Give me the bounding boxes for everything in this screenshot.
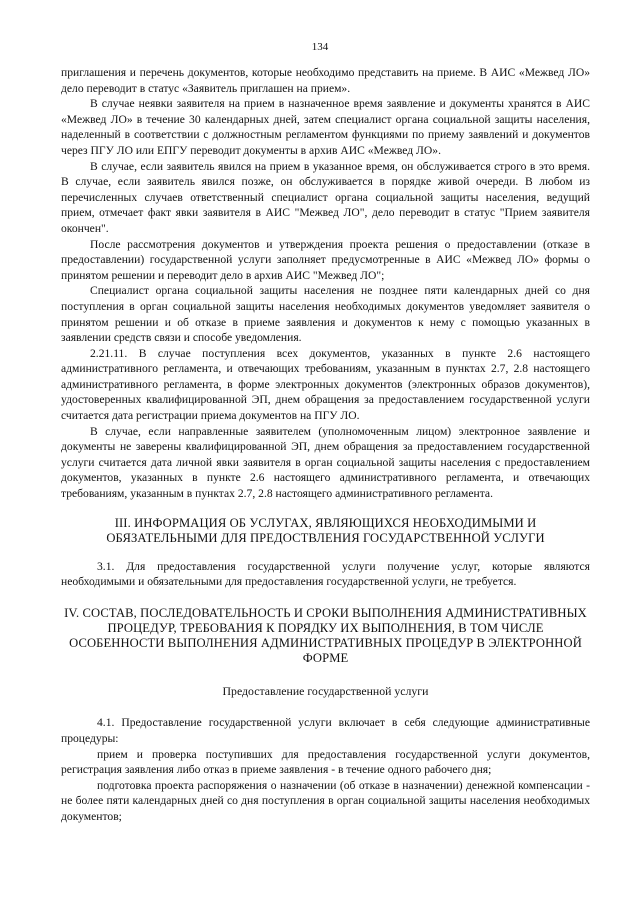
- paragraph: Специалист органа социальной защиты населения не позднее пяти календарных дней со дня поступления в орган социальной защиты населения необходимых документов уведомляет заявителя о принятом решении и об отказе в приеме заявления и документов к нему с помощью указанных в заявлении средств связи и способе уведомления.: [61, 284, 590, 345]
- section-3-heading: III. ИНФОРМАЦИЯ ОБ УСЛУГАХ, ЯВЛЯЮЩИХСЯ НЕОБХОДИМЫМИ И ОБЯЗАТЕЛЬНЫМИ ДЛЯ ПРЕДОСТВЛЕНИЯ ГОСУДАРСТВЕННОЙ УСЛУГИ: [106, 515, 545, 545]
- page-number: 134: [311, 41, 329, 53]
- paragraph: После рассмотрения документов и утверждения проекта решения о предоставлении (отказе в предоставлении) государственной услуги заполняет предусмотренные в АИС «Межвед ЛО» формы о принятом решении и переводит дело в архив АИС "Межвед ЛО";: [61, 237, 590, 282]
- paragraph-3-1: 3.1. Для предоставления государственной услуги получение услуг, которые являются необходимыми и обязательными для предоставления государственной услуги, не требуется.: [61, 559, 590, 589]
- paragraph: В случае, если направленные заявителем (уполномоченным лицом) электронное заявление и документы не заверены квалифицированной ЭП, днем обращения за предоставлением государственной услуги считается дата личной явки заявителя в орган социальной защиты населения с предоставлением документов, указанных в пункте 2.6 настоящего административного регламента, и отвечающих требованиям, указанным в пунктах 2.7, 2.8 настоящего административного регламента.: [61, 424, 590, 501]
- document-body: [61, 65, 590, 825]
- paragraph: приглашения и перечень документов, которые необходимо представить на приеме. В АИС «Межвед ЛО» дело переводит в статус «Заявитель приглашен на прием».: [61, 66, 590, 95]
- paragraph: В случае неявки заявителя на прием в назначенное время заявление и документы хранятся в АИС «Межвед ЛО» в течение 30 календарных дней, затем специалист органа социальной защиты населения, наделенный в соответствии с должностным регламентом функциями по приему заявлений и документов через ПГУ ЛО или ЕПГУ переводит документы в архив АИС «Межвед ЛО».: [61, 97, 590, 157]
- section-4-heading: IV. СОСТАВ, ПОСЛЕДОВАТЕЛЬНОСТЬ И СРОКИ ВЫПОЛНЕНИЯ АДМИНИСТРАТИВНЫХ ПРОЦЕДУР, ТРЕБОВАНИЯ К ПОРЯДКУ ИХ ВЫПОЛНЕНИЯ, В ТОМ ЧИСЛЕ ОСОБЕННОСТИ ВЫПОЛНЕНИЯ АДМИНИСТРАТИВНЫХ ПРОЦЕДУР В ЭЛЕКТРОННОЙ ФОРМЕ: [64, 605, 587, 665]
- paragraph: В случае, если заявитель явился на прием в указанное время, он обслуживается строго в это время. В случае, если заявитель явился позже, он обслуживается в порядке живой очереди. В любом из перечисленных случаев ответственный специалист органа социальной защиты населения, ведущий прием, отмечает факт явки заявителя в АИС "Межвед ЛО", дело переводит в статус "Прием заявителя окончен".: [61, 159, 590, 235]
- paragraph-4-1: 4.1. Предоставление государственной услуги включает в себя следующие административные процедуры:: [61, 716, 590, 745]
- list-item: подготовка проекта распоряжения о назначении (об отказе в назначении) денежной компенсации - не более пяти календарных дней со дня поступления в орган социальной защиты населения необходимых документов;: [61, 778, 590, 823]
- section-4-subheading: Предоставление государственной услуги: [222, 683, 429, 698]
- list-item: прием и проверка поступивших для предоставления государственной услуги документов, регистрация заявления либо отказ в приеме заявления - в течение одного рабочего дня;: [61, 747, 590, 777]
- paragraph-2-21-11: 2.21.11. В случае поступления всех документов, указанных в пункте 2.6 настоящего административного регламента, и отвечающих требованиям, указанным в пунктах 2.7, 2.8 настоящего административного регламента, в форме электронных документов (электронных образов документов), удостоверенных квалифицированной ЭП, днем обращения за предоставлением государственной услуги считается дата регистрации приема документов на ПГУ ЛО.: [61, 346, 590, 423]
